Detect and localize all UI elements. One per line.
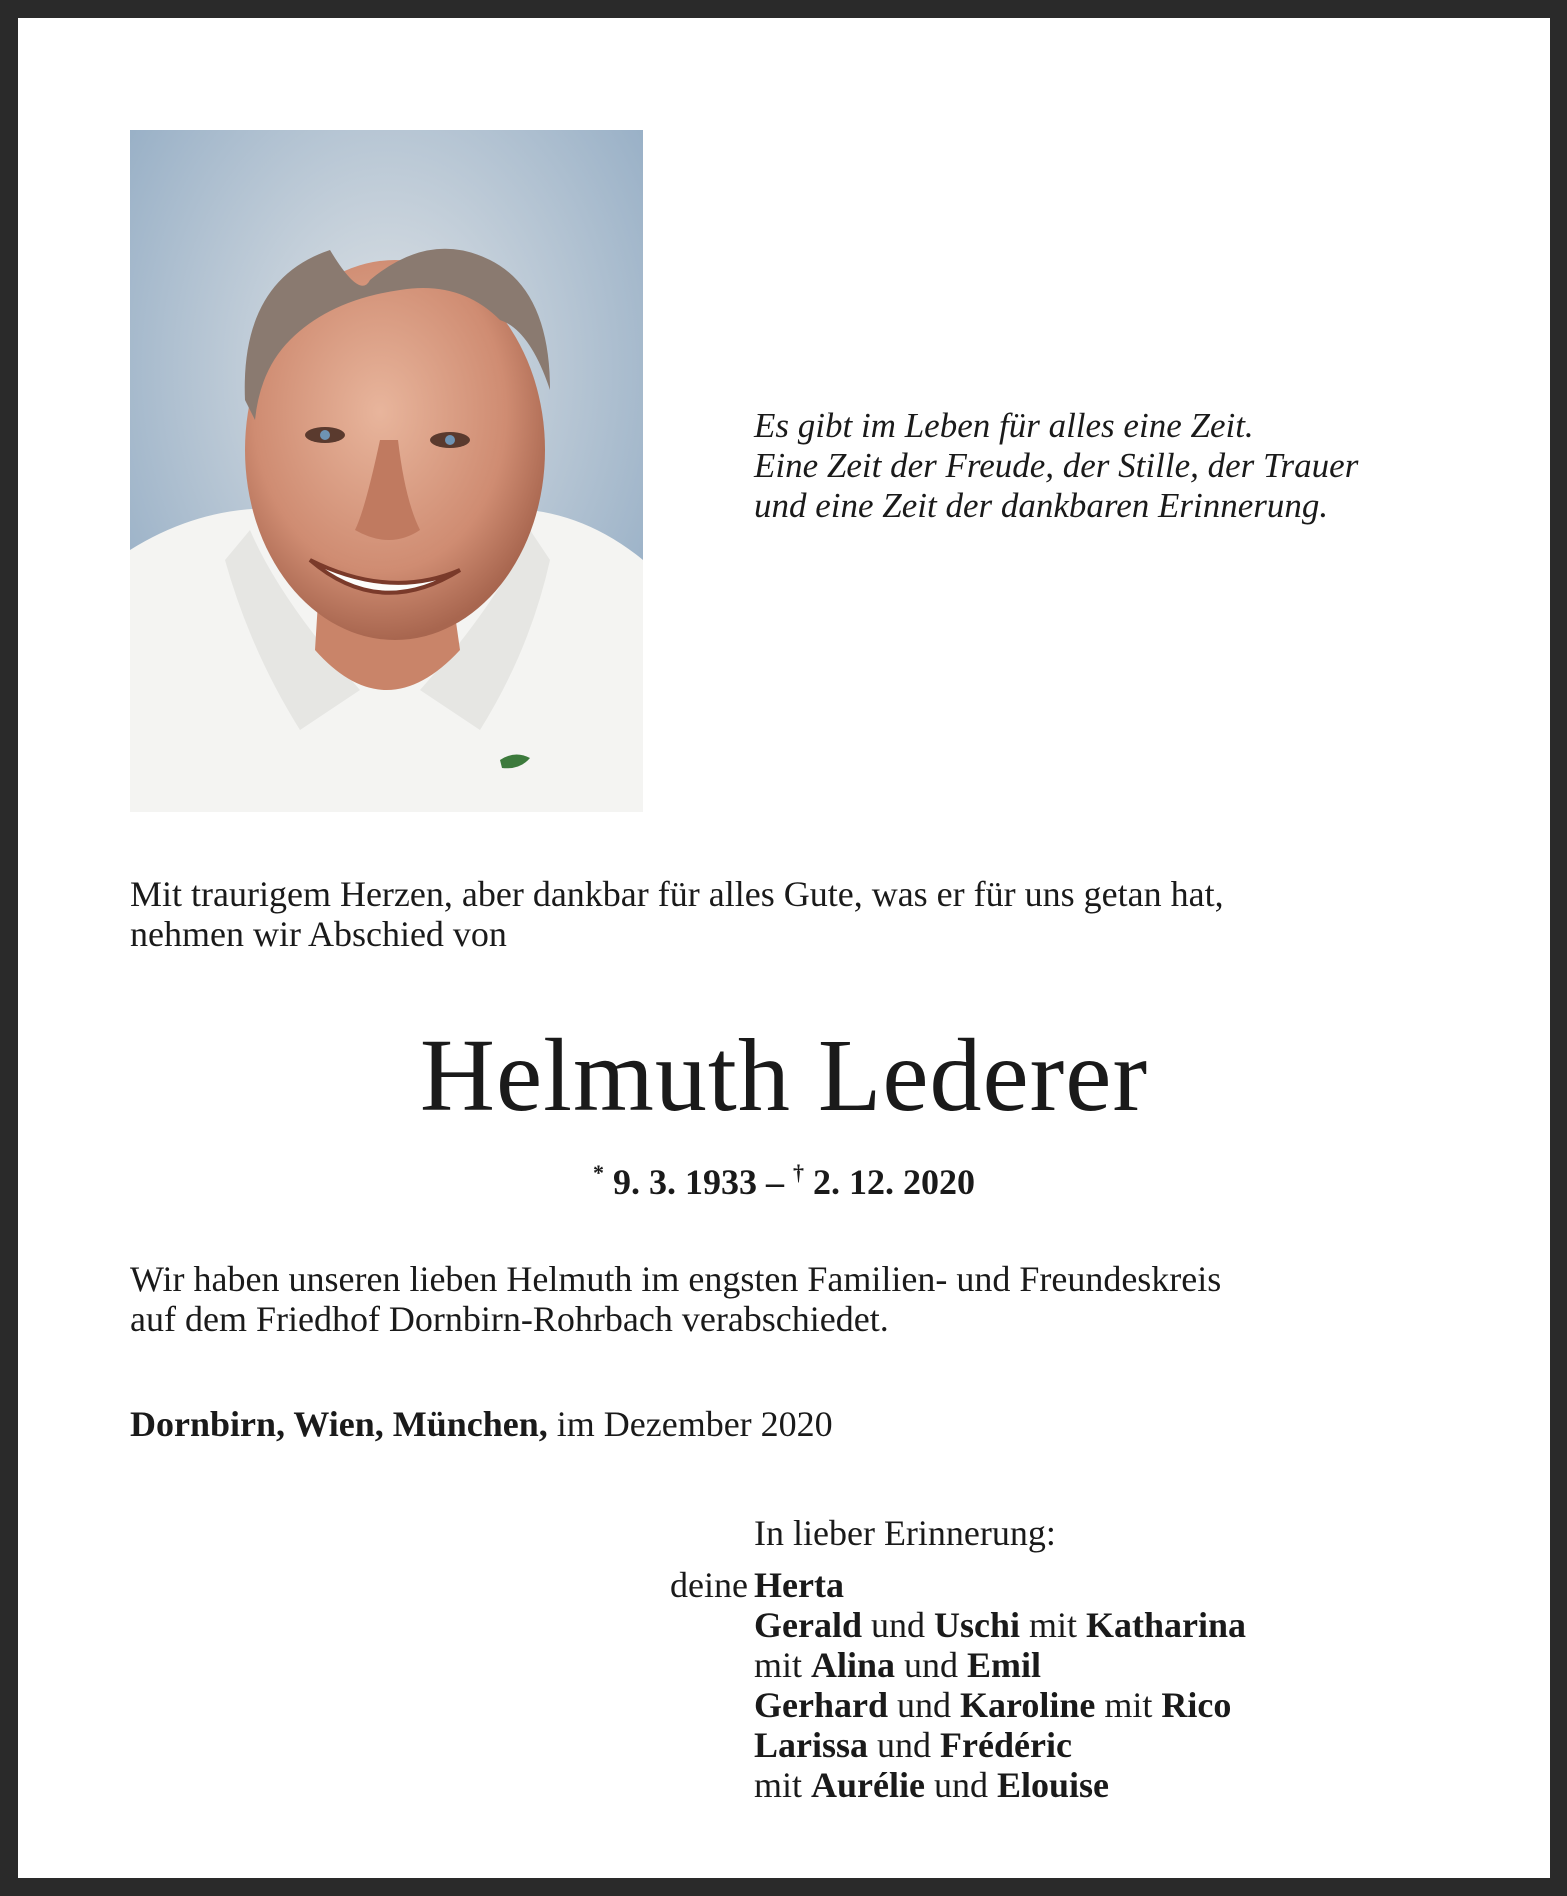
cities: Dornbirn, Wien, München, [130,1404,548,1444]
quote-line: Eine Zeit der Freude, der Stille, der Trauer [754,446,1359,485]
family-member-name: Herta [754,1565,844,1605]
family-member-name: Frédéric [940,1725,1072,1765]
quote-line: und eine Zeit der dankbaren Erinnerung. [754,486,1329,525]
family-connector: und [887,1685,960,1725]
family-member-name: Karoline [959,1685,1096,1725]
family-connector: mit [1095,1685,1162,1725]
family-connector: und [868,1725,941,1765]
family-member-name: Gerhard [754,1685,888,1725]
family-connector: und [861,1605,934,1645]
life-dates [18,1151,1550,1204]
family-member-name: Rico [1161,1685,1232,1725]
intro-text [130,874,1460,954]
family-member-name: Elouise [996,1765,1110,1805]
quote [754,406,1514,526]
quote-line: Es gibt im Leben für alles eine Zeit. [754,406,1254,445]
obituary-page [18,18,1550,1878]
memory-title: In lieber Erinnerung: [754,1513,1056,1553]
family-member-name: Alina [811,1645,896,1685]
family-member-name: Gerald [754,1605,862,1645]
family-connector: mit [1020,1605,1087,1645]
family-row [640,1565,1520,1605]
family-row [640,1685,1520,1725]
family-connector: und [924,1765,997,1805]
place-date: im Dezember 2020 [556,1404,833,1444]
family-connector: mit [754,1645,812,1685]
family-row [640,1645,1520,1685]
family-member-name: Larissa [754,1725,869,1765]
family-member-name: Emil [967,1645,1042,1685]
family-list [640,1565,1520,1805]
farewell-line: auf dem Friedhof Dornbirn-Rohrbach verabschiedet. [130,1299,889,1339]
portrait-photo [130,130,643,812]
deceased-name: Helmuth Lederer [419,1018,1149,1133]
date-separator: – [766,1162,784,1202]
death-symbol: † [793,1160,804,1185]
birth-date: 9. 3. 1933 [613,1162,757,1202]
intro-line: Mit traurigem Herzen, aber dankbar für alles Gute, was er für uns getan hat, [130,874,1224,914]
family-connector: und [895,1645,968,1685]
intro-line: nehmen wir Abschied von [130,914,507,954]
farewell-line: Wir haben unseren lieben Helmuth im engsten Familien- und Freundeskreis [130,1259,1222,1299]
farewell-text [130,1259,1460,1339]
family-lead: deine [670,1565,748,1605]
family-row [640,1765,1520,1805]
family-row [640,1605,1520,1645]
portrait-image [130,130,643,812]
death-date: 2. 12. 2020 [813,1162,975,1202]
family-connector: mit [754,1765,812,1805]
family-member-name: Aurélie [811,1765,925,1805]
family-member-name: Uschi [933,1605,1020,1645]
family-member-name: Katharina [1086,1605,1247,1645]
family-row [640,1725,1520,1765]
place-and-date [130,1402,1460,1446]
birth-symbol: * [593,1160,604,1185]
